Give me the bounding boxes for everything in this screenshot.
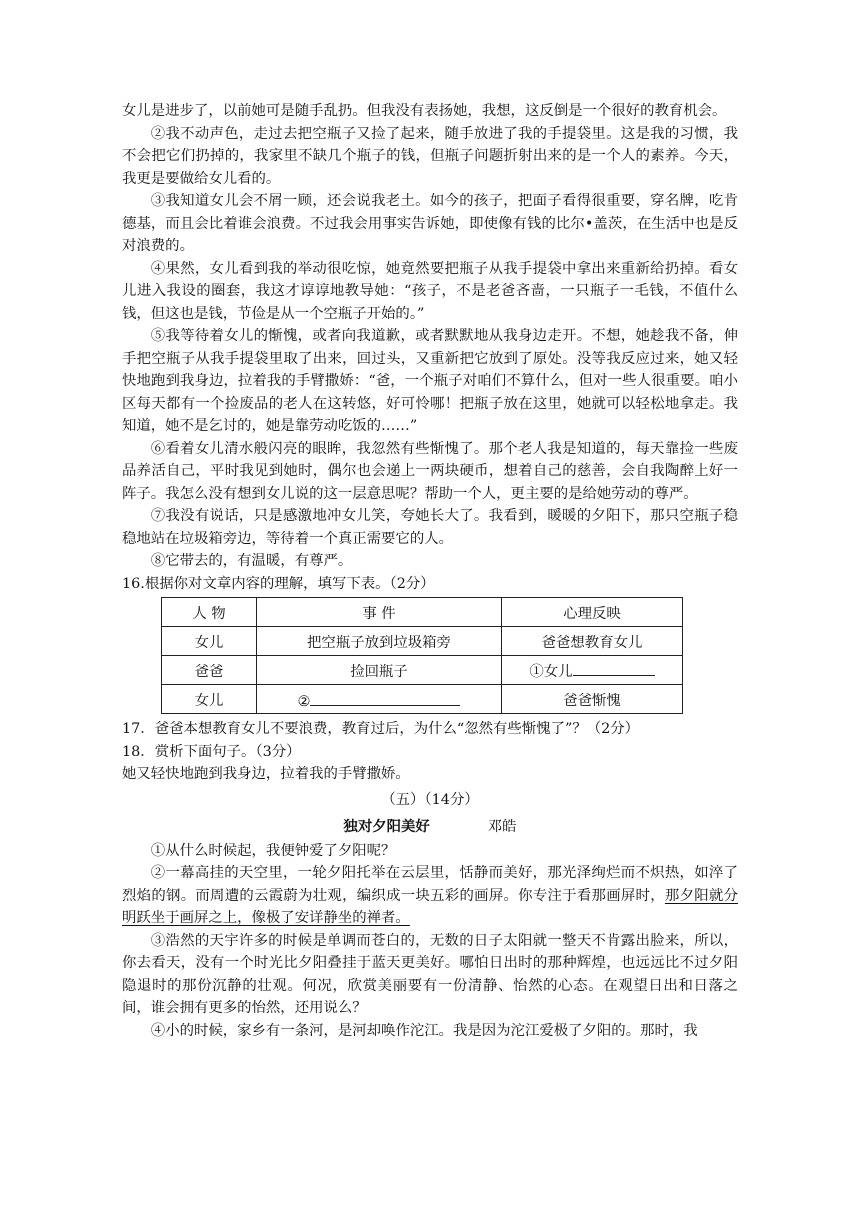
table-cell: 爸爸 — [162, 656, 257, 685]
passage2-paragraph-1: ①从什么时候起，我便钟爱了夕阳呢？ — [150, 842, 396, 859]
passage-paragraph-5: ⑤我等待着女儿的惭愧，或者向我道歉，或者默默地从我身边走开。不想，她趁我不备，伸手把空瓶子从我手提袋里取了出来，回过头，又重新把它放到了原处。没等我反应过来，她又轻快地跑到我身边，拉着我的手臂撒娇：“爸，一个瓶子对咱们不算什么，但对一些人很重要。咱小区每天都有一个捡废品的老人在这转悠，好可怜哪！把瓶子放在这里，她就可以轻松地拿走。我知道，她不是乞讨的，她是靠劳动吃饭的……” — [122, 328, 738, 434]
answer-blank-1[interactable] — [573, 659, 655, 676]
passage-title: 独对夕阳美好 — [343, 818, 430, 835]
question-18: 18．赏析下面句子。（3分） — [122, 743, 301, 760]
passage-title-line — [122, 814, 738, 840]
table-cell: 爸爸惭愧 — [502, 685, 683, 714]
table-cell: 捡回瓶子 — [257, 656, 502, 685]
passage-paragraph-4: ④果然，女儿看到我的举动很吃惊，她竟然要把瓶子从我手提袋中拿出来重新给扔掉。看女儿进入我设的圈套，我这才谆谆地教导她：“孩子，不是老爸吝啬，一只瓶子一毛钱，不值什么钱，但这也是钱，节俭是从一个空瓶子开始的。” — [122, 260, 738, 322]
table-row — [162, 627, 683, 656]
passage-author: 邓皓 — [487, 818, 517, 835]
table-header-cell: 人 物 — [162, 598, 257, 627]
passage2-paragraph-4: ④小的时候，家乡有一条河，是河却唤作沱江。我是因为沱江爱极了夕阳的。那时，我 — [150, 1022, 698, 1039]
answer-table — [161, 597, 683, 714]
section-heading: （五）（14分） — [381, 791, 479, 808]
passage-paragraph-7: ⑦我没有说话，只是感激地冲女儿笑，夸她长大了。我看到，暖暖的夕阳下，那只空瓶子稳稳地站在垃圾箱旁边，等待着一个真正需要它的人。 — [122, 508, 738, 547]
passage-paragraph-6: ⑥看着女儿清水般闪亮的眼眸，我忽然有些惭愧了。那个老人我是知道的，每天靠捡一些废品养活自己，平时我见到她时，偶尔也会递上一两块硬币，想着自己的慈善，会自我陶醉上好一阵子。我怎么没有想到女儿说的这一层意思呢？帮助一个人，更主要的是给她劳动的尊严。 — [122, 440, 738, 502]
answer-blank-2[interactable] — [310, 689, 460, 706]
document-page — [122, 100, 738, 1042]
passage-paragraph-3: ③我知道女儿会不屑一顾，还会说我老土。如今的孩子，把面子看得很重要，穿名牌，吃肯德基，而且会比着谁会浪费。不过我会用事实告诉她，即使像有钱的比尔•盖茨，在生活中也是反对浪费的。 — [122, 193, 738, 254]
table-cell — [257, 685, 502, 714]
question-16: 16.根据你对文章内容的理解，填写下表。（2分） — [122, 575, 435, 592]
table-cell: 女儿 — [162, 627, 257, 656]
table-cell: 爸爸想教育女儿 — [502, 627, 683, 656]
table-cell: 把空瓶子放到垃圾箱旁 — [257, 627, 502, 656]
passage-paragraph-8: ⑧它带去的，有温暖，有尊严。 — [150, 553, 353, 569]
table-cell — [502, 656, 683, 685]
table-header-cell: 心理反映 — [502, 598, 683, 627]
question-17: 17．爸爸本想教育女儿不要浪费，教育过后，为什么“忽然有些惭愧了”？（2分） — [122, 721, 640, 737]
blank-label-2: ② — [297, 693, 311, 710]
passage2-paragraph-3: ③浩然的天宇许多的时候是单调而苍白的，无数的日子太阳就一整天不肯露出脸来，所以，你去看天，没有一个时光比夕阳叠挂于蓝天更美好。哪怕日出时的那种辉煌，也远远比不过夕阳隐退时的那份沉静的壮观。何况，欣赏美丽要有一份清静、怡然的心态。在观望日出和日落之间，谁会拥有更多的怡然，还用说么？ — [122, 932, 738, 1016]
table-row — [162, 656, 683, 685]
table-cell: 女儿 — [162, 685, 257, 714]
table-header-cell: 事 件 — [257, 598, 502, 627]
passage-paragraph-2: ②我不动声色，走过去把空瓶子又捡了起来，随手放进了我的手提袋里。这是我的习惯，我不会把它们扔掉的，我家里不缺几个瓶子的钱，但瓶子问题折射出来的是一个人的素养。今天，我更是要做给女儿看的。 — [122, 125, 738, 187]
table-header-row — [162, 598, 683, 627]
table-row — [162, 685, 683, 714]
question-18-sentence: 她又轻快地跑到我身边，拉着我的手臂撒娇。 — [122, 766, 410, 782]
paragraph-text: ②一幕高挂的天空里，一轮夕阳托举在云层里，恬静而美好，那光泽绚烂而不炽热，如淬了烈焰的钢。而周遭的云霞蔚为壮观，编织成一块五彩的画屏。你专注于看那画屏时， — [122, 865, 738, 904]
underlined-sentence: 那夕阳就分明跃坐于画屏之上，像极了安详静坐的禅者。 — [122, 887, 738, 926]
blank-label-1: ①女儿 — [529, 664, 573, 680]
passage-paragraph-continued: 女儿是进步了，以前她可是随手乱扔。但我没有表扬她，我想，这反倒是一个很好的教育机会。 — [122, 103, 727, 119]
passage2-paragraph-2 — [122, 862, 738, 930]
